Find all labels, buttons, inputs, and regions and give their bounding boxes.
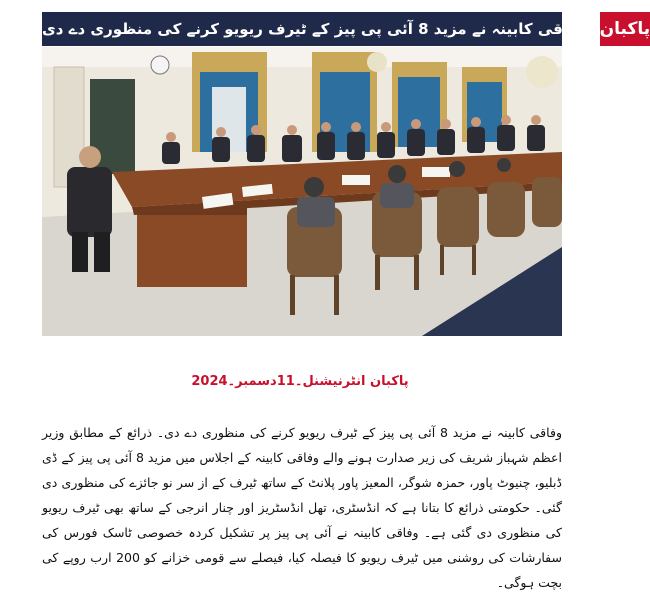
article-body bbox=[42, 420, 562, 595]
seated-person bbox=[67, 167, 112, 237]
headline-text: وفاقی کابینہ نے مزید 8 آئی پی پیز کے ٹیرف ریویو کرنے کی منظوری دے دی bbox=[42, 20, 588, 38]
dateline: پاکبان انٹرنیشنل۔11دسمبر۔2024 bbox=[191, 374, 409, 389]
chandelier bbox=[526, 56, 558, 88]
article-paragraph: وفاقی کابینہ نے مزید 8 آئی پی پیز کے ٹیرف ریویو کرنے کی منظوری دے دی۔ ذرائع کے مطابق وزیر اعظم شہباز شریف کی زیر صدارت ہونے والے وفاقی کابینہ کے اجلاس میں مزید 8 آئی پی پیز کے ڈی ڈبلیو، چنیوٹ پاور، حمزہ شوگر، المعیز پاور پلانٹ کے ساتھ ٹیرف کے از سر نو جائزے کی منظوری دی گئی۔ حکومتی ذرائع کا بتانا ہے کہ انڈسٹری، تھل انڈسٹریز اور چنار انرجی کے ساتھ بھی ٹیرف ریویو کی منظوری دی گئی ہے۔ وفاقی کابینہ نے آئی پی پیز پر تشکیل کردہ خصوصی ٹاسک فورس کی سفارشات کی روشنی میں ٹیرف ریویو کا فیصلہ کیا، فیصلے سے قومی خزانے کو 200 ارب روپے کی بچت ہوگی۔ bbox=[42, 425, 562, 590]
wall-clock-icon bbox=[151, 56, 169, 74]
headline-bar bbox=[42, 12, 650, 46]
brand-logo: پاکبان bbox=[598, 12, 650, 46]
table-front bbox=[137, 207, 247, 287]
cabinet-meeting-photo bbox=[42, 47, 562, 336]
photo-illustration bbox=[42, 47, 562, 336]
chandelier bbox=[367, 52, 387, 72]
